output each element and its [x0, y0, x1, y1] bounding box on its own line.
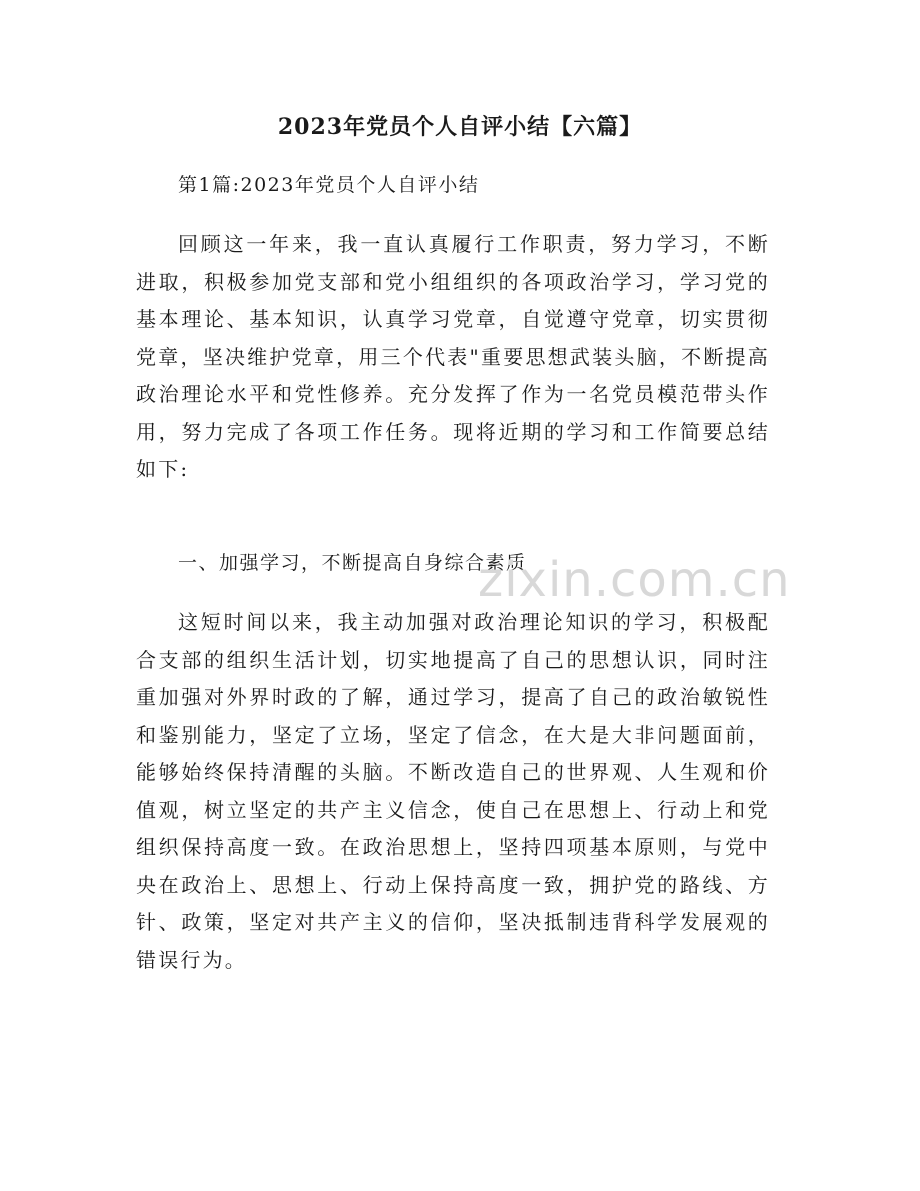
section-heading: 第1篇:2023年党员个人自评小结 — [178, 174, 480, 196]
subsection-heading: 一、加强学习，不断提高自身综合素质 — [178, 552, 527, 574]
body-paragraph: 回顾这一年来，我一直认真履行工作职责，努力学习，不断进取，积极参加党支部和党小组组织的各项政治学习，学习党的基本理论、基本知识，认真学习党章，自觉遵守党章，切实贯彻党章，坚决维护党章，用三个代表"重要思想武装头脑，不断提高政治理论水平和党性修养。充分发挥了作为一名党员模范带头作用，努力完成了各项工作任务。现将近期的学习和工作简要总结如下: — [136, 232, 770, 481]
watermark: zixin.com.cn — [478, 552, 791, 608]
body-paragraph: 这短时间以来，我主动加强对政治理论知识的学习，积极配合支部的组织生活计划，切实地提高了自己的思想认识，同时注重加强对外界时政的了解，通过学习，提高了自己的政治敏锐性和鉴别能力，坚定了立场，坚定了信念，在大是大非问题面前，能够始终保持清醒的头脑。不断改造自己的世界观、人生观和价值观，树立坚定的共产主义信念，使自己在思想上、行动上和党组织保持高度一致。在政治思想上，坚持四项基本原则，与党中央在政治上、思想上、行动上保持高度一致，拥护党的路线、方针、政策，坚定对共产主义的信仰，坚决抵制违背科学发展观的错误行为。 — [136, 610, 770, 972]
document-title: 2023年党员个人自评小结【六篇】 — [277, 114, 643, 140]
